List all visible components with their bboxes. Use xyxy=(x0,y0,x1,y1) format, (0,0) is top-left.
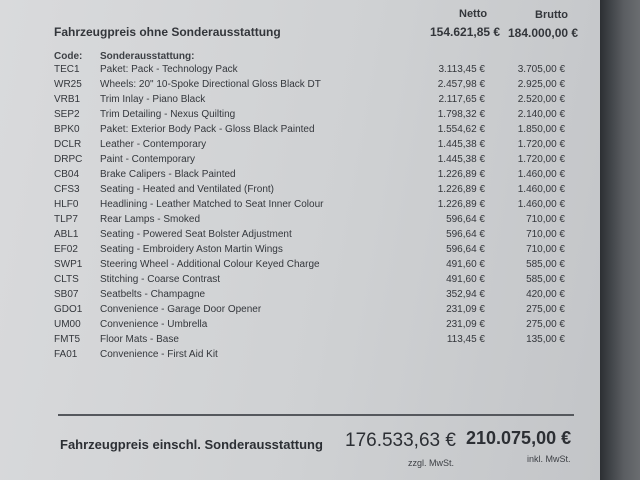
option-net-price: 1.554,62 € xyxy=(437,124,485,135)
option-gross-price: 2.140,00 € xyxy=(517,109,565,120)
option-row xyxy=(0,334,600,349)
option-description: Seating - Powered Seat Bolster Adjustment xyxy=(100,229,292,240)
option-net-price: 596,64 € xyxy=(446,214,485,225)
option-gross-price: 2.925,00 € xyxy=(517,79,565,90)
option-gross-price: 275,00 € xyxy=(526,319,565,330)
option-gross-price: 275,00 € xyxy=(526,304,565,315)
option-description: Trim Inlay - Piano Black xyxy=(100,94,206,105)
option-description: Rear Lamps - Smoked xyxy=(100,214,201,225)
option-net-price: 3.113,45 € xyxy=(438,64,485,75)
options-list xyxy=(0,64,600,364)
option-net-price: 2.457,98 € xyxy=(437,79,485,90)
option-net-price: 113,45 € xyxy=(446,334,485,345)
option-description: Convenience - First Aid Kit xyxy=(100,349,218,360)
option-code: UM00 xyxy=(54,319,81,330)
option-description: Paket: Pack - Technology Pack xyxy=(100,64,238,75)
paper-edge-shadow xyxy=(600,0,640,480)
base-price-net: 154.621,85 € xyxy=(430,25,501,39)
option-code: VRB1 xyxy=(54,94,81,105)
option-row xyxy=(0,124,600,139)
option-net-price: 491,60 € xyxy=(446,259,485,270)
option-net-price: 1.445,38 € xyxy=(437,154,485,165)
option-row xyxy=(0,169,600,184)
option-net-price: 231,09 € xyxy=(446,319,485,330)
option-code: TEC1 xyxy=(54,64,80,75)
option-code: CB04 xyxy=(54,169,80,180)
option-description: Stitching - Coarse Contrast xyxy=(100,274,221,285)
option-row xyxy=(0,64,600,79)
option-gross-price: 2.520,00 € xyxy=(517,94,565,105)
option-code: DRPC xyxy=(54,154,83,165)
base-price-gross: 184.000,00 € xyxy=(508,26,579,40)
option-net-price: 1.226,89 € xyxy=(437,184,485,195)
option-code: EF02 xyxy=(54,244,78,255)
option-code: CFS3 xyxy=(54,184,80,195)
option-row xyxy=(0,139,600,154)
option-code: SB07 xyxy=(54,289,79,300)
option-description: Trim Detailing - Nexus Quilting xyxy=(100,109,236,120)
option-description: Wheels: 20" 10-Spoke Directional Gloss Black DT xyxy=(100,79,321,90)
option-row xyxy=(0,259,600,274)
option-gross-price: 1.850,00 € xyxy=(517,124,565,135)
option-row xyxy=(0,229,600,244)
option-code: CLTS xyxy=(54,274,79,285)
option-row xyxy=(0,94,600,109)
option-net-price: 1.226,89 € xyxy=(437,199,485,210)
option-description: Steering Wheel - Additional Colour Keyed Charge xyxy=(100,259,320,270)
option-row xyxy=(0,109,600,124)
option-net-price: 231,09 € xyxy=(446,304,485,315)
option-description: Floor Mats - Base xyxy=(100,334,179,345)
option-code: SWP1 xyxy=(54,259,83,270)
option-description: Seating - Heated and Ventilated (Front) xyxy=(100,184,274,195)
option-net-price: 596,64 € xyxy=(446,229,485,240)
option-gross-price: 1.460,00 € xyxy=(517,184,565,195)
option-row xyxy=(0,79,600,94)
option-description: Paint - Contemporary xyxy=(100,154,196,165)
net-tax-note: zzgl. MwSt. xyxy=(408,458,455,468)
option-code: BPK0 xyxy=(54,124,80,135)
option-row xyxy=(0,289,600,304)
option-row xyxy=(0,199,600,214)
option-description: Seating - Embroidery Aston Martin Wings xyxy=(100,244,283,255)
option-net-price: 352,94 € xyxy=(446,289,485,300)
option-gross-price: 585,00 € xyxy=(526,259,565,270)
option-net-price: 2.117,65 € xyxy=(438,94,485,105)
option-gross-price: 1.720,00 € xyxy=(517,139,565,150)
gross-tax-note: inkl. MwSt. xyxy=(527,454,571,464)
option-code: DCLR xyxy=(54,139,82,150)
option-gross-price: 710,00 € xyxy=(526,214,565,225)
base-price-label: Fahrzeugpreis ohne Sonderausstattung xyxy=(54,25,281,39)
option-gross-price: 3.705,00 € xyxy=(517,64,565,75)
option-description: Paket: Exterior Body Pack - Gloss Black Painted xyxy=(100,124,315,135)
option-row xyxy=(0,154,600,169)
option-description: Leather - Contemporary xyxy=(100,139,207,150)
option-row xyxy=(0,304,600,319)
option-gross-price: 1.460,00 € xyxy=(517,199,565,210)
option-gross-price: 1.460,00 € xyxy=(517,169,565,180)
option-net-price: 596,64 € xyxy=(446,244,485,255)
option-description: Convenience - Garage Door Opener xyxy=(100,304,262,315)
total-price-label: Fahrzeugpreis einschl. Sonderausstattung xyxy=(60,437,323,452)
option-gross-price: 1.720,00 € xyxy=(517,154,565,165)
option-gross-price: 420,00 € xyxy=(526,289,565,300)
option-code: GDO1 xyxy=(54,304,83,315)
option-net-price: 1.445,38 € xyxy=(437,139,485,150)
option-gross-price: 135,00 € xyxy=(526,334,565,345)
option-row xyxy=(0,349,600,364)
option-row xyxy=(0,244,600,259)
option-code: ABL1 xyxy=(54,229,79,240)
option-code: TLP7 xyxy=(54,214,78,225)
option-code: SEP2 xyxy=(54,109,80,120)
code-header: Code: xyxy=(54,51,83,62)
option-description: Seatbelts - Champagne xyxy=(100,289,206,300)
total-price-gross: 210.075,00 € xyxy=(466,428,572,448)
option-code: FA01 xyxy=(54,349,78,360)
option-code: WR25 xyxy=(54,79,82,90)
option-code: FMT5 xyxy=(54,334,81,345)
option-gross-price: 710,00 € xyxy=(526,244,565,255)
option-description: Convenience - Umbrella xyxy=(100,319,208,330)
total-price-net: 176.533,63 € xyxy=(345,430,456,451)
options-header: Sonderausstattung: xyxy=(100,51,195,62)
option-gross-price: 585,00 € xyxy=(526,274,565,285)
total-divider xyxy=(58,414,574,416)
option-row xyxy=(0,184,600,199)
option-gross-price: 710,00 € xyxy=(526,229,565,240)
option-row xyxy=(0,274,600,289)
option-description: Headlining - Leather Matched to Seat Inner Colour xyxy=(100,199,324,210)
option-row xyxy=(0,319,600,334)
option-net-price: 1.226,89 € xyxy=(437,169,485,180)
option-code: HLF0 xyxy=(54,199,79,210)
brutto-column-header: Brutto xyxy=(535,9,568,21)
option-description: Brake Calipers - Black Painted xyxy=(100,169,236,180)
option-net-price: 491,60 € xyxy=(446,274,485,285)
option-net-price: 1.798,32 € xyxy=(437,109,485,120)
netto-column-header: Netto xyxy=(459,8,488,20)
option-row xyxy=(0,214,600,229)
